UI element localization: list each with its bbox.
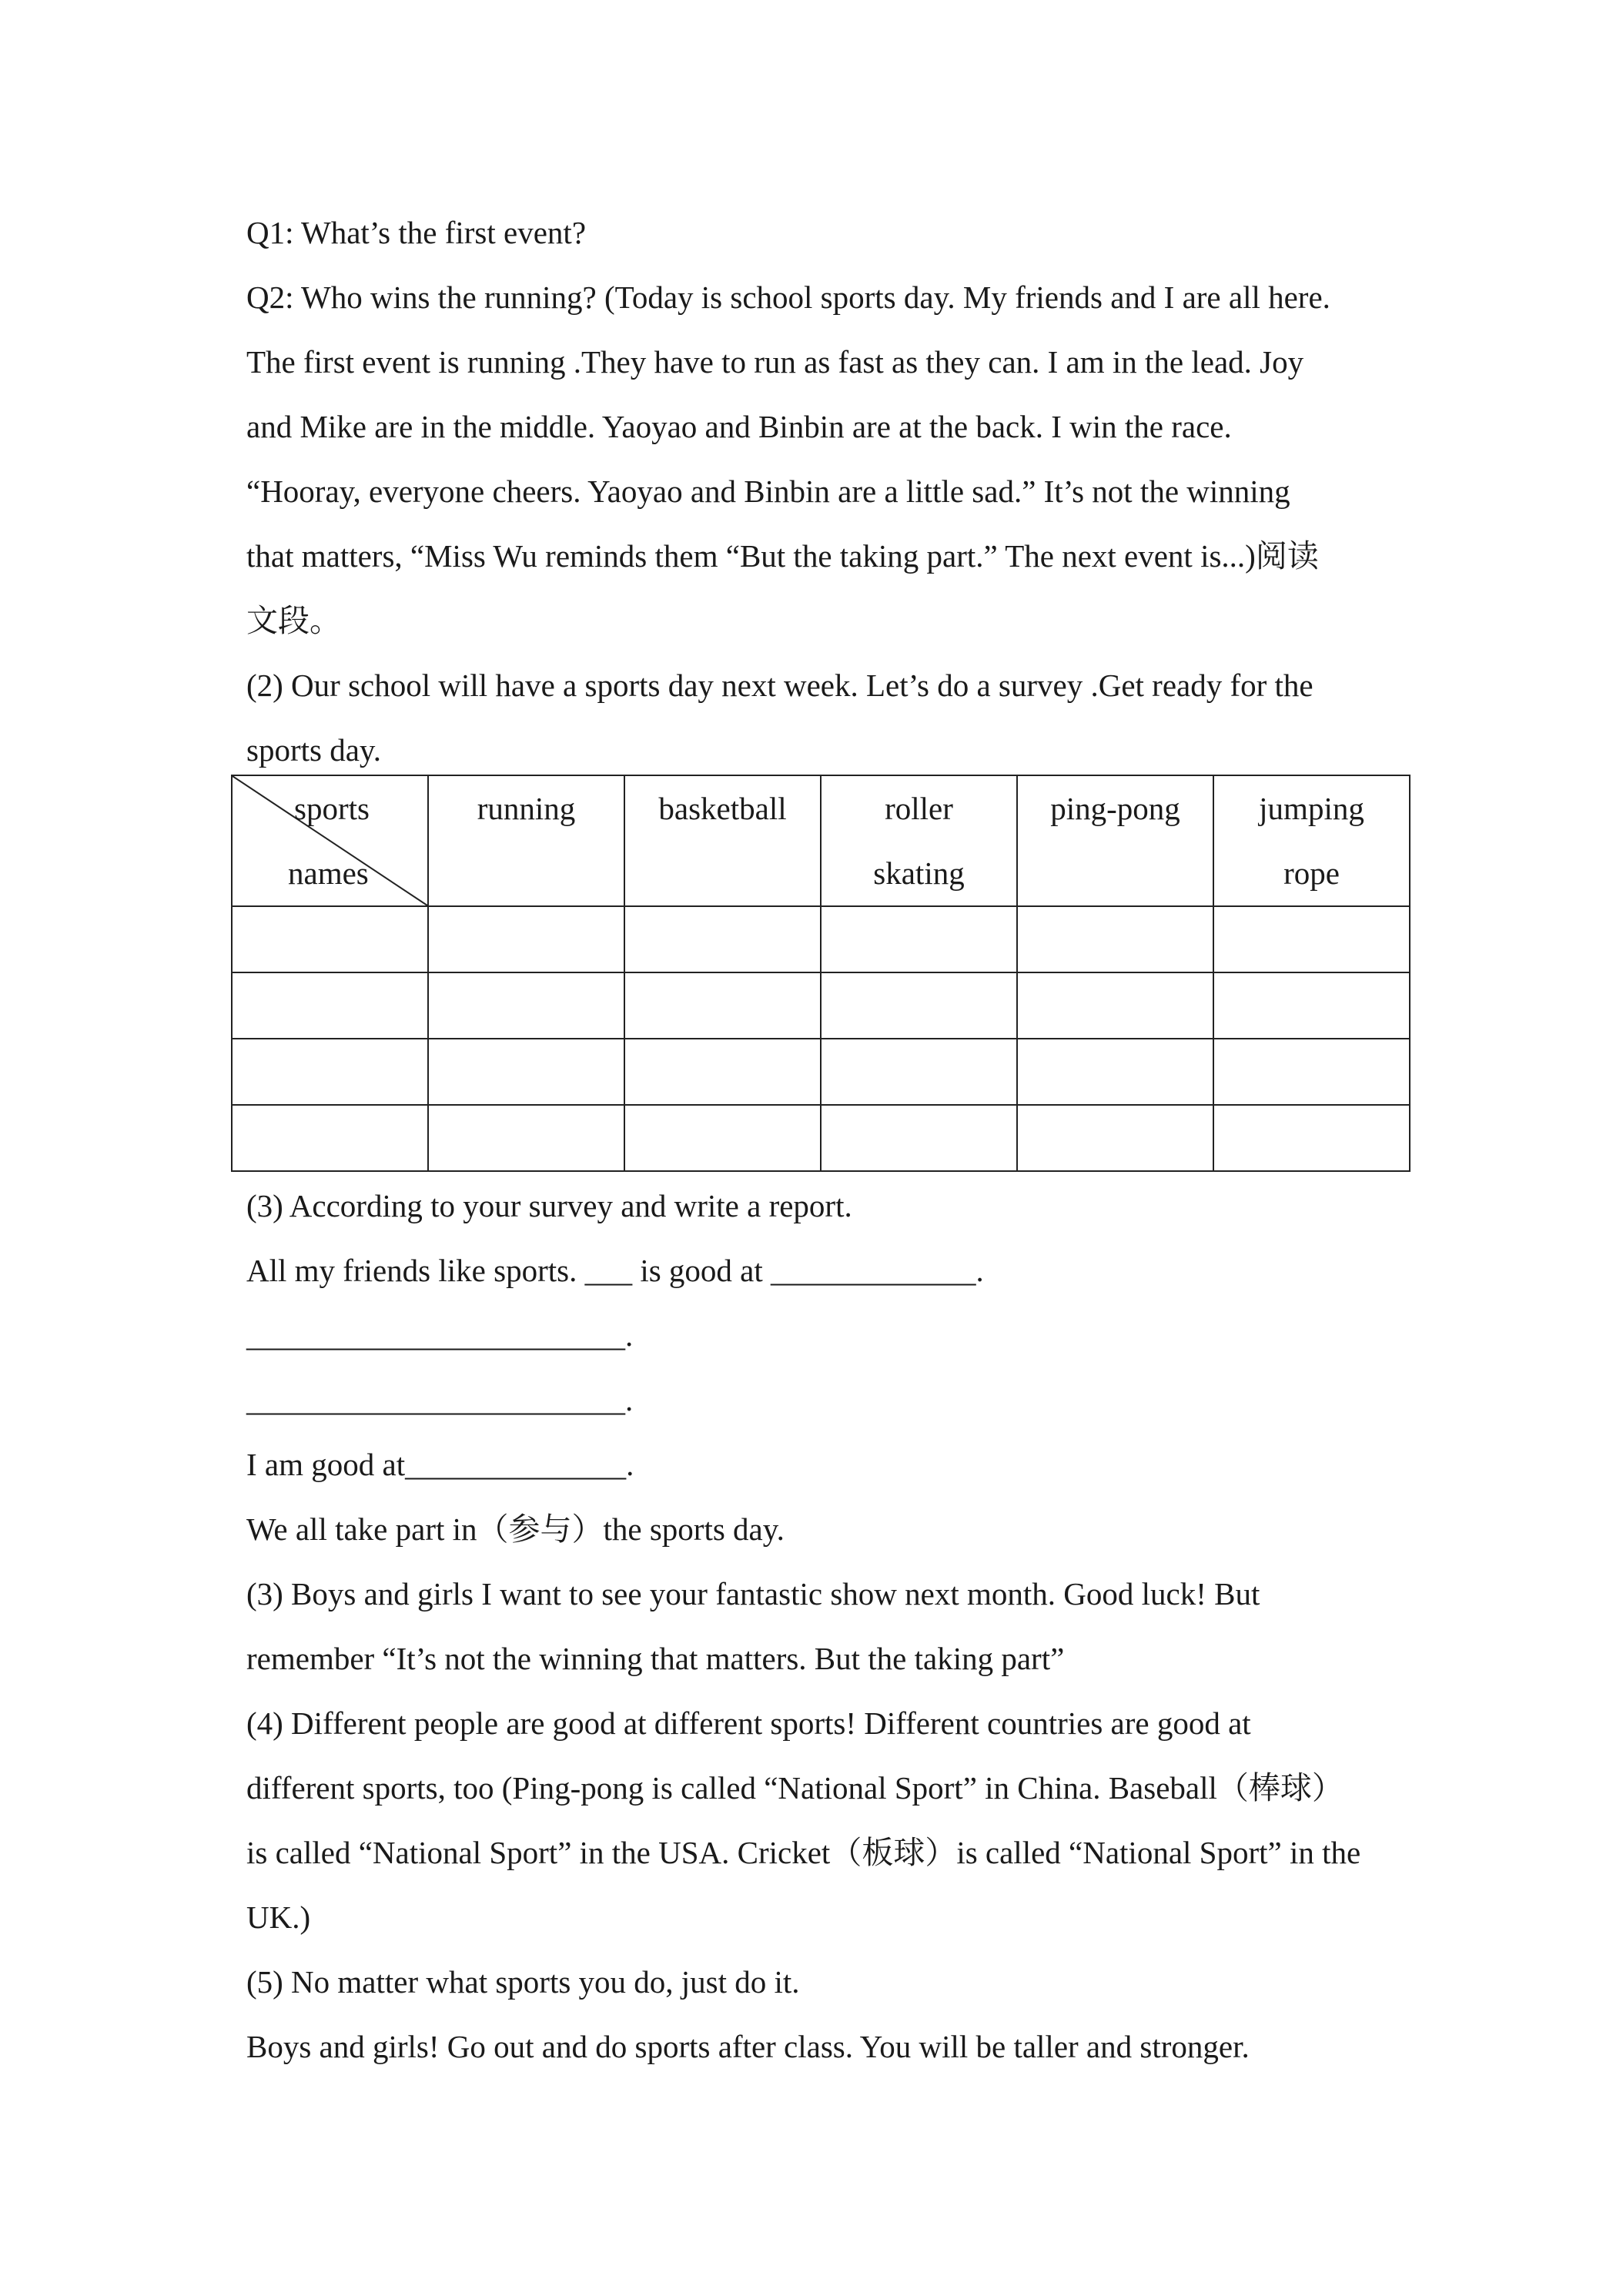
paragraph-line: (3) Boys and girls I want to see your fantastic show next month. Good luck! But	[246, 1576, 1260, 1612]
survey-cell[interactable]	[232, 972, 428, 1039]
column-label: roller	[885, 791, 953, 826]
survey-cell[interactable]	[624, 906, 821, 972]
survey-cell[interactable]	[1017, 972, 1213, 1039]
report-blank-line: ________________________.	[246, 1317, 634, 1353]
paragraph-line: UK.)	[246, 1899, 311, 1935]
report-blank-line: I am good at______________.	[246, 1447, 634, 1482]
survey-cell[interactable]	[821, 906, 1017, 972]
survey-empty-row	[232, 906, 1410, 972]
column-label: jumping	[1259, 791, 1364, 826]
report-blank-line: All my friends like sports. ___ is good at _____________.	[246, 1253, 984, 1288]
survey-cell[interactable]	[1017, 1105, 1213, 1171]
survey-header-row	[232, 775, 1410, 906]
survey-cell[interactable]	[821, 1105, 1017, 1171]
survey-cell[interactable]	[232, 906, 428, 972]
report-blank-line: ________________________.	[246, 1382, 634, 1417]
survey-cell[interactable]	[624, 1039, 821, 1105]
survey-cell[interactable]	[1213, 1039, 1410, 1105]
survey-table-container	[231, 775, 1411, 1172]
survey-empty-row	[232, 1039, 1410, 1105]
survey-cell[interactable]	[821, 1039, 1017, 1105]
survey-cell[interactable]	[428, 1039, 624, 1105]
column-label-second-line: skating	[873, 855, 965, 891]
question-q1: Q1: What’s the first event?	[246, 215, 587, 250]
survey-cell[interactable]	[428, 1105, 624, 1171]
survey-cell[interactable]	[428, 972, 624, 1039]
passage-line: The first event is running .They have to run as fast as they can. I am in the lead. Joy	[246, 344, 1304, 380]
question-q2: Q2: Who wins the running? (Today is school sports day. My friends and I are all here.	[246, 279, 1330, 315]
column-label: running	[477, 791, 576, 826]
lower-text-block	[246, 1173, 1401, 2079]
survey-cell[interactable]	[232, 1105, 428, 1171]
survey-column-header	[428, 775, 624, 906]
passage-line: 文段。	[246, 603, 341, 638]
survey-cell[interactable]	[624, 1105, 821, 1171]
survey-empty-row	[232, 1105, 1410, 1171]
passage-line: that matters, “Miss Wu reminds them “But the taking part.” The next event is...)阅读	[246, 538, 1319, 574]
report-instruction: (3) According to your survey and write a report.	[246, 1188, 852, 1223]
survey-corner-cell	[232, 775, 428, 906]
paragraph-line: Boys and girls! Go out and do sports after class. You will be taller and stronger.	[246, 2029, 1250, 2064]
survey-cell[interactable]	[1017, 906, 1213, 972]
passage-line: “Hooray, everyone cheers. Yaoyao and Binbin are a little sad.” It’s not the winning	[246, 474, 1290, 509]
paragraph-line: different sports, too (Ping-pong is called “National Sport” in China. Baseball（棒球）	[246, 1770, 1344, 1806]
paragraph-line: is called “National Sport” in the USA. Cricket（板球）is called “National Sport” in the	[246, 1835, 1361, 1870]
survey-column-header	[624, 775, 821, 906]
survey-cell[interactable]	[624, 972, 821, 1039]
survey-column-header	[821, 775, 1017, 906]
survey-cell[interactable]	[428, 906, 624, 972]
corner-label-names: names	[288, 855, 369, 891]
column-label: ping-pong	[1050, 791, 1180, 826]
survey-column-header	[1017, 775, 1213, 906]
survey-cell[interactable]	[1017, 1039, 1213, 1105]
survey-cell[interactable]	[1213, 1105, 1410, 1171]
survey-cell[interactable]	[821, 972, 1017, 1039]
instruction-line: sports day.	[246, 732, 381, 768]
column-label: basketball	[658, 791, 787, 826]
corner-label-sports: sports	[294, 791, 370, 826]
upper-text-block	[246, 200, 1401, 782]
paragraph-line: remember “It’s not the winning that matters. But the taking part”	[246, 1641, 1065, 1676]
paragraph-line: (5) No matter what sports you do, just do it.	[246, 1964, 800, 2000]
column-label-second-line: rope	[1283, 855, 1340, 891]
survey-cell[interactable]	[1213, 906, 1410, 972]
passage-line: and Mike are in the middle. Yaoyao and Binbin are at the back. I win the race.	[246, 409, 1232, 444]
survey-column-header	[1213, 775, 1410, 906]
survey-cell[interactable]	[1213, 972, 1410, 1039]
survey-cell[interactable]	[232, 1039, 428, 1105]
survey-table	[231, 775, 1411, 1172]
report-line: We all take part in（参与）the sports day.	[246, 1511, 785, 1547]
instruction-line: (2) Our school will have a sports day next week. Let’s do a survey .Get ready for the	[246, 668, 1313, 703]
paragraph-line: (4) Different people are good at different sports! Different countries are good at	[246, 1705, 1251, 1741]
survey-empty-row	[232, 972, 1410, 1039]
